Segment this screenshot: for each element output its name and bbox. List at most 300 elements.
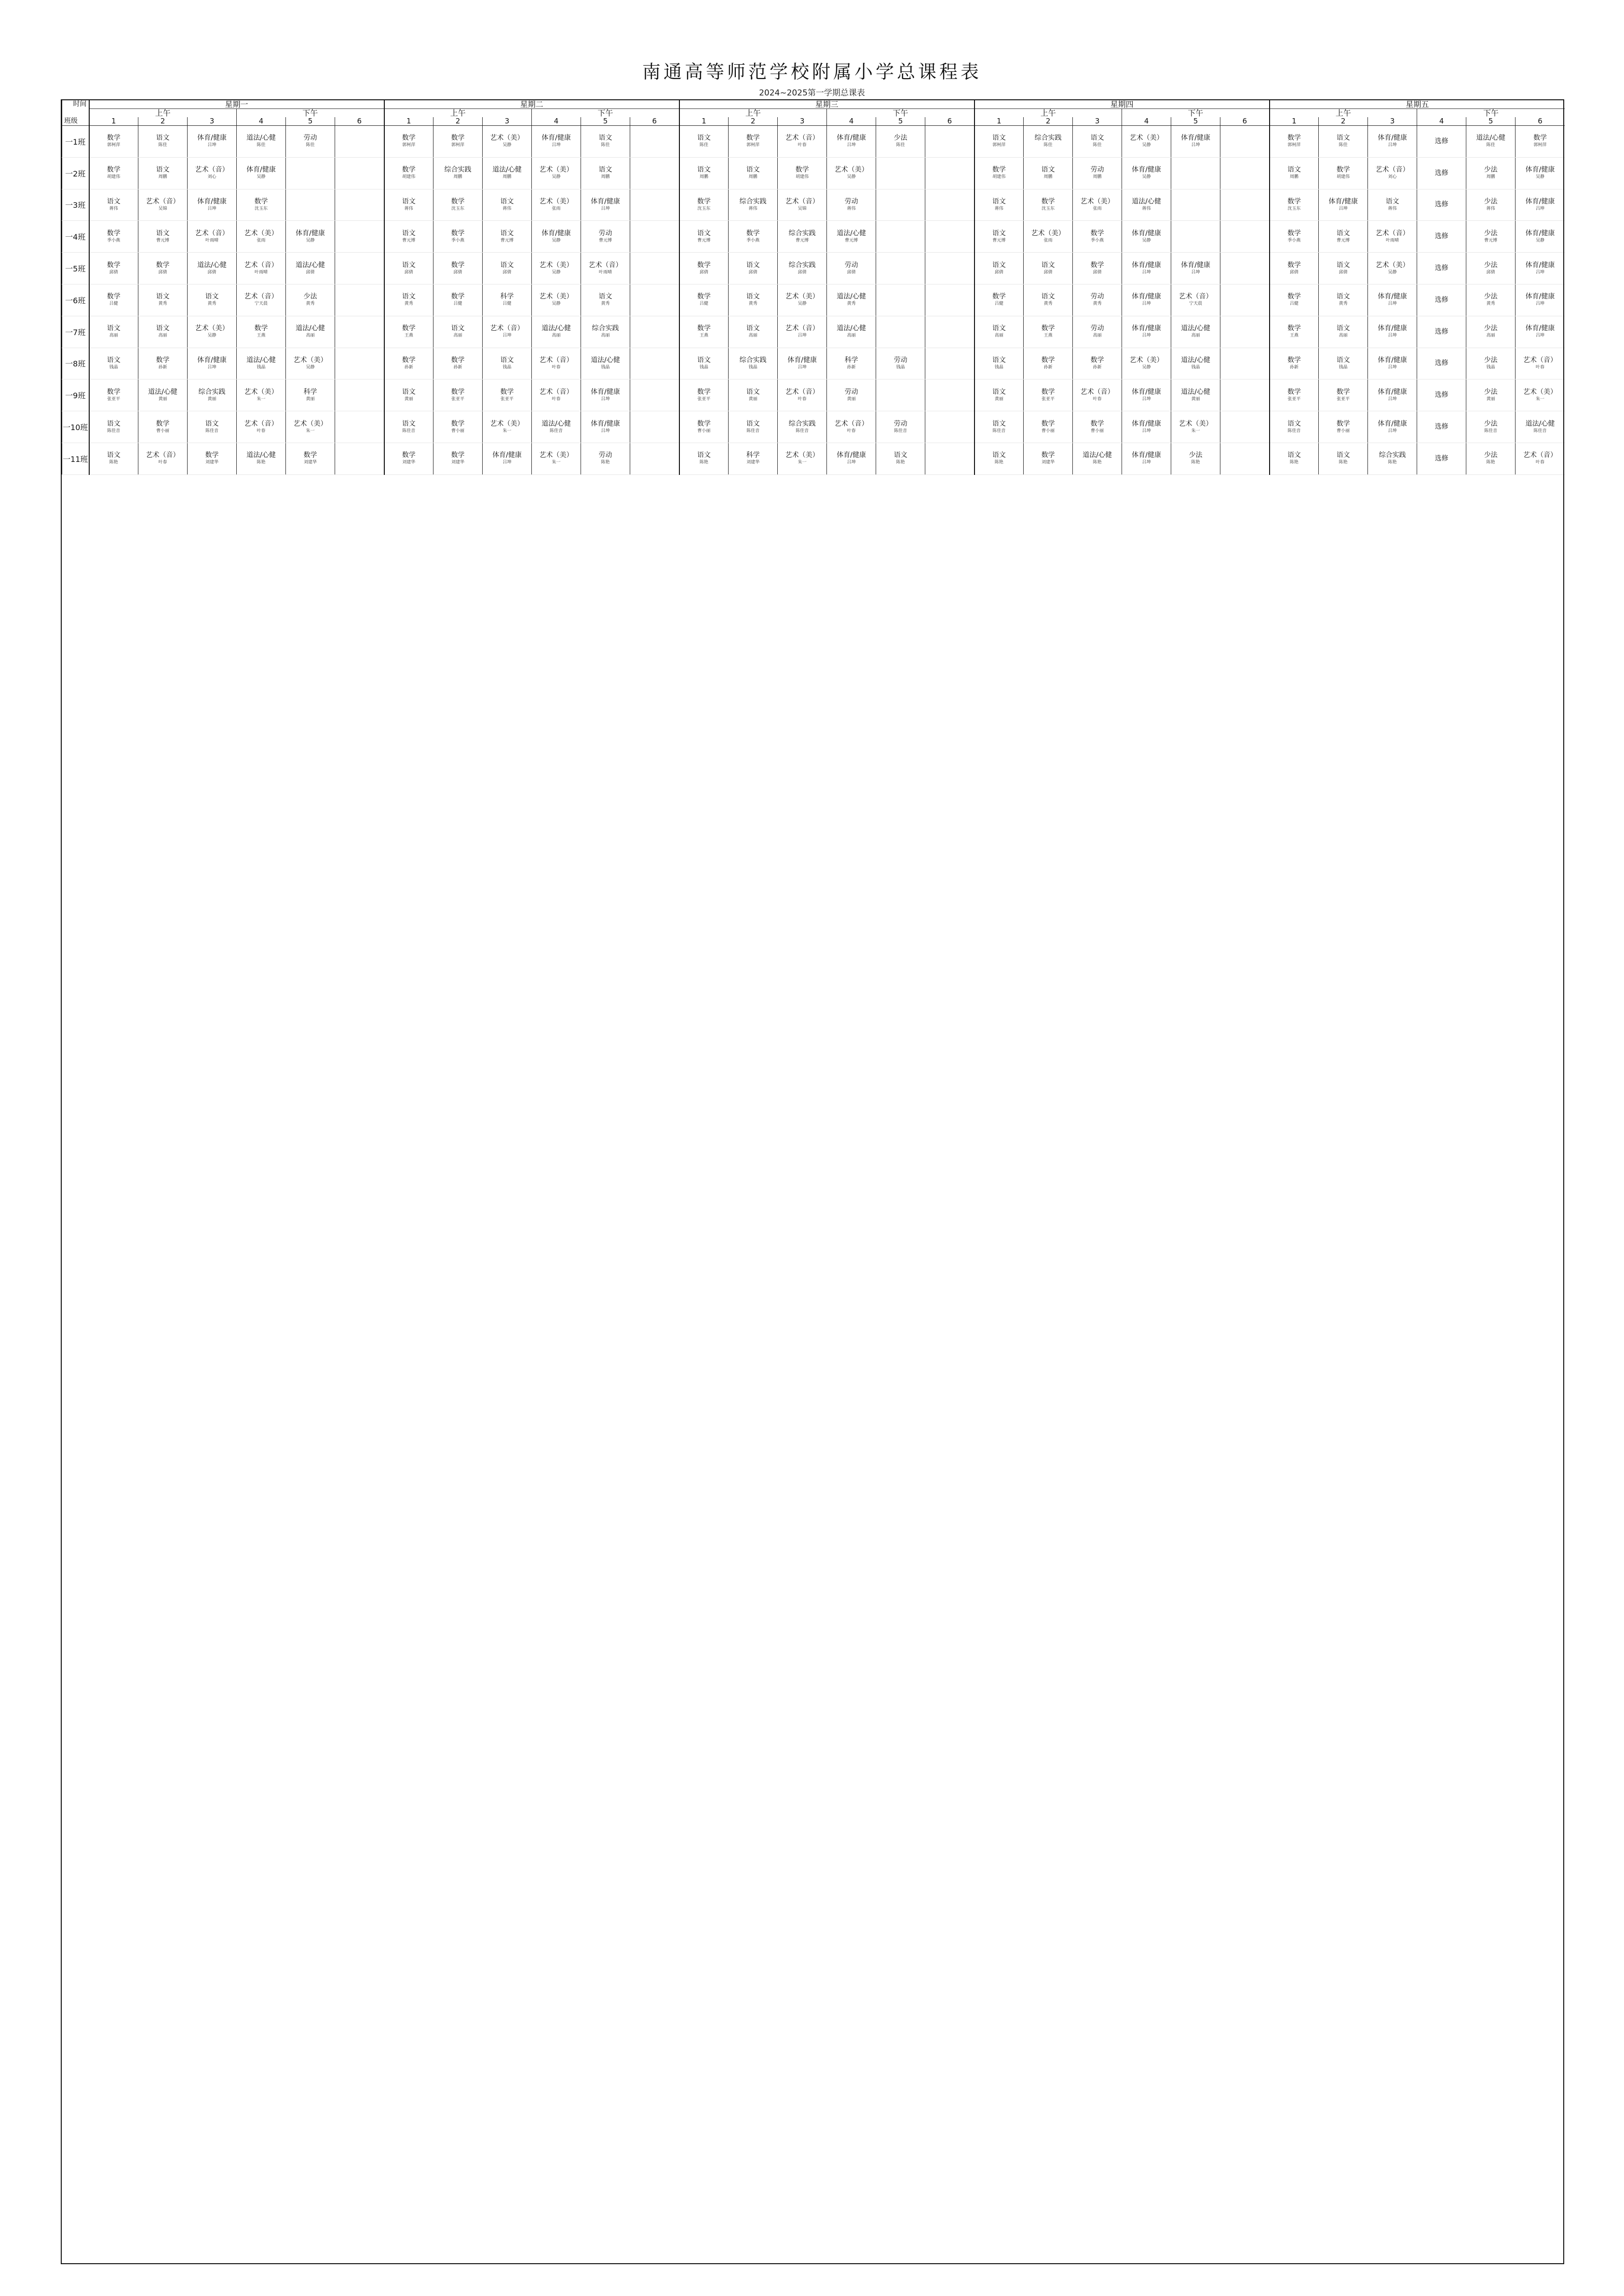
- lesson-cell: [1466, 411, 1516, 443]
- table-row: [62, 126, 1565, 158]
- lesson: [778, 316, 826, 348]
- lesson-subject: 数学: [303, 451, 317, 459]
- am-header: 上午: [679, 109, 827, 118]
- lesson: [1122, 443, 1171, 474]
- lesson-cell: [335, 221, 384, 253]
- lesson-cell: [188, 379, 237, 411]
- lesson-teacher: 郭柯萍: [451, 143, 465, 148]
- lesson-teacher: 吕坤: [798, 333, 807, 338]
- lesson-subject: 艺术（音）: [588, 261, 623, 269]
- lesson-subject: 数学: [1287, 197, 1301, 205]
- lesson: [335, 189, 384, 221]
- lesson-teacher: 张亚平: [501, 396, 514, 402]
- lesson: [1270, 284, 1319, 316]
- lesson-cell: [1171, 253, 1220, 284]
- lesson-teacher: 高丽: [994, 333, 1003, 338]
- lesson: [1319, 189, 1367, 221]
- lesson-cell: [532, 189, 581, 221]
- lesson-subject: 劳动: [1090, 324, 1104, 333]
- lesson-teacher: 邱倩: [109, 270, 118, 275]
- lesson-subject: 数学: [451, 229, 465, 237]
- lesson-teacher: 高丽: [847, 333, 856, 338]
- lesson-cell: [1122, 284, 1171, 316]
- lesson-cell: [778, 221, 827, 253]
- lesson-teacher: 钱晶: [699, 365, 708, 370]
- period-number: 1: [384, 117, 433, 126]
- lesson: [1466, 443, 1515, 474]
- lesson-cell: [433, 316, 483, 348]
- lesson-teacher: 钱晶: [994, 365, 1003, 370]
- lesson-cell: [679, 379, 729, 411]
- lesson-cell: [286, 221, 335, 253]
- lesson-cell: [729, 253, 778, 284]
- lesson-cell: [1073, 348, 1122, 379]
- lesson-cell: [433, 379, 483, 411]
- lesson-subject: 劳动: [598, 229, 612, 237]
- lesson: [1368, 253, 1417, 284]
- period-number: 2: [138, 117, 188, 126]
- lesson: [925, 443, 974, 474]
- lesson-cell: [384, 348, 433, 379]
- lesson: [1516, 316, 1565, 348]
- table-row: [62, 348, 1565, 379]
- lesson-cell: [89, 316, 138, 348]
- lesson-subject: 艺术（音）: [834, 419, 868, 428]
- lesson-teacher: 吴静: [1142, 365, 1151, 370]
- lesson: [385, 411, 433, 443]
- lesson-teacher: 孙新: [404, 365, 413, 370]
- lesson-subject: 科学: [746, 451, 760, 459]
- lesson-subject: 语文: [205, 293, 219, 301]
- lesson: [90, 316, 138, 348]
- lesson-teacher: 张亚平: [1287, 396, 1301, 402]
- lesson-teacher: 周鹏: [601, 175, 610, 180]
- lesson: [286, 379, 335, 411]
- lesson-teacher: 吴静: [207, 333, 217, 338]
- lesson-teacher: 钱晶: [257, 365, 266, 370]
- lesson-teacher: 邱倩: [748, 270, 758, 275]
- lesson-subject: 艺术（美）: [1523, 388, 1557, 396]
- lesson: [1270, 348, 1319, 379]
- table-row: [62, 284, 1565, 316]
- lesson-teacher: 钱晶: [601, 365, 610, 370]
- lesson-cell: [433, 253, 483, 284]
- lesson-cell: [1516, 157, 1565, 189]
- lesson-cell: [335, 443, 384, 474]
- lesson-teacher: 陈艳: [896, 460, 905, 465]
- lesson-subject: 数学: [1090, 419, 1104, 428]
- lesson: [630, 348, 679, 379]
- lesson: [1417, 158, 1466, 189]
- lesson-teacher: 吕健: [1289, 301, 1299, 307]
- lesson-subject: 语文: [1336, 134, 1350, 142]
- lesson-teacher: 曹元博: [599, 238, 612, 243]
- lesson-cell: [1220, 316, 1270, 348]
- lesson-cell: [532, 126, 581, 158]
- lesson-cell: [384, 284, 433, 316]
- lesson: [1073, 126, 1122, 157]
- lesson-subject: 数学: [107, 261, 121, 269]
- lesson-teacher: 吕坤: [1535, 270, 1544, 275]
- lesson-subject: 数学: [1336, 388, 1350, 396]
- lesson: [680, 126, 729, 157]
- lesson-cell: [581, 126, 630, 158]
- lesson-teacher: 张雨: [1043, 238, 1053, 243]
- lesson-teacher: 吴静: [552, 301, 561, 307]
- lesson: [138, 158, 187, 189]
- lesson: [1220, 253, 1269, 284]
- lesson: [90, 411, 138, 443]
- lesson-cell: [1516, 126, 1565, 158]
- lesson: [876, 284, 925, 316]
- lesson-subject: 艺术（美）: [490, 134, 524, 142]
- lesson-subject: 数学: [402, 451, 416, 459]
- lesson-subject: 体育/健康: [591, 388, 620, 396]
- lesson-cell: [1073, 253, 1122, 284]
- lesson: [975, 316, 1024, 348]
- lesson-subject: 数学: [697, 324, 711, 333]
- period-number: 5: [286, 117, 335, 126]
- lesson-subject: 选修: [1435, 232, 1448, 241]
- lesson: [90, 443, 138, 474]
- lesson-cell: [1220, 443, 1270, 474]
- lesson: [680, 316, 729, 348]
- lesson-teacher: 季小燕: [746, 238, 760, 243]
- lesson-teacher: 曹小丽: [1337, 428, 1350, 433]
- lesson-subject: 综合实践: [592, 324, 619, 333]
- class-name: 一7班: [62, 316, 89, 348]
- lesson: [1270, 316, 1319, 348]
- lesson-teacher: 张亚平: [451, 396, 465, 402]
- lesson-teacher: 孙新: [1289, 365, 1299, 370]
- period-number: 1: [974, 117, 1024, 126]
- lesson-cell: [729, 284, 778, 316]
- lesson-subject: 语文: [1090, 134, 1104, 142]
- lesson: [729, 411, 777, 443]
- lesson-subject: 语文: [107, 356, 121, 364]
- lesson-subject: 体育/健康: [1132, 166, 1161, 174]
- lesson-subject: 少法: [1484, 451, 1498, 459]
- lesson-teacher: 蒋伟: [502, 206, 512, 211]
- lesson-cell: [138, 189, 188, 221]
- lesson-teacher: 吕健: [109, 301, 118, 307]
- lesson-teacher: 陈艳: [1339, 460, 1348, 465]
- lesson-cell: [1122, 411, 1171, 443]
- lesson-cell: [188, 126, 237, 158]
- lesson-teacher: 吴静: [552, 270, 561, 275]
- lesson-teacher: 吕坤: [1142, 428, 1151, 433]
- lesson-teacher: 叶春: [1535, 460, 1544, 465]
- lesson-subject: 体育/健康: [1378, 134, 1407, 142]
- lesson-teacher: 胡建伟: [1337, 175, 1350, 180]
- lesson-cell: [778, 189, 827, 221]
- lesson-subject: 道法/心健: [1181, 356, 1210, 364]
- lesson: [335, 158, 384, 189]
- lesson-subject: 语文: [107, 197, 121, 205]
- lesson-subject: 语文: [402, 388, 416, 396]
- lesson: [975, 221, 1024, 252]
- lesson: [1122, 379, 1171, 411]
- lesson-subject: 数学: [1041, 197, 1055, 205]
- lesson-cell: [1270, 284, 1319, 316]
- lesson-cell: [827, 316, 876, 348]
- lesson: [385, 189, 433, 221]
- lesson: [1122, 348, 1171, 379]
- lesson-cell: [237, 189, 286, 221]
- lesson-cell: [1417, 126, 1466, 158]
- lesson-teacher: 刘心: [207, 175, 217, 180]
- lesson-teacher: 陈佳音: [1533, 428, 1547, 433]
- lesson-cell: [974, 253, 1024, 284]
- lesson-subject: 数学: [1090, 261, 1104, 269]
- lesson: [335, 379, 384, 411]
- lesson-cell: [1319, 284, 1368, 316]
- lesson: [1319, 348, 1367, 379]
- lesson-subject: 数学: [1336, 166, 1350, 174]
- lesson-subject: 语文: [746, 166, 760, 174]
- lesson-cell: [384, 126, 433, 158]
- lesson-teacher: 吴静: [502, 143, 512, 148]
- lesson-cell: [630, 443, 679, 474]
- lesson-subject: 劳动: [598, 451, 612, 459]
- lesson-subject: 语文: [746, 419, 760, 428]
- table-row: [62, 379, 1565, 411]
- lesson-cell: [1417, 443, 1466, 474]
- lesson-teacher: 朱一: [1535, 396, 1544, 402]
- lesson-cell: [532, 348, 581, 379]
- lesson-cell: [433, 189, 483, 221]
- lesson-cell: [1417, 221, 1466, 253]
- lesson-cell: [1171, 348, 1220, 379]
- lesson-teacher: 季小燕: [451, 238, 465, 243]
- lesson-subject: 语文: [992, 356, 1006, 364]
- lesson-teacher: 周鹏: [1486, 175, 1495, 180]
- lesson-cell: [138, 157, 188, 189]
- period-number: 6: [630, 117, 679, 126]
- lesson-cell: [1122, 348, 1171, 379]
- page-subtitle: 2024~2025第一学期总课表: [759, 88, 865, 98]
- lesson-subject: 体育/健康: [296, 229, 325, 237]
- lesson: [237, 379, 285, 411]
- lesson-teacher: 黄秀: [404, 301, 413, 307]
- lesson-cell: [876, 411, 925, 443]
- lesson: [778, 189, 826, 221]
- lesson: [1024, 221, 1072, 252]
- class-name: 一6班: [62, 284, 89, 316]
- lesson-cell: [679, 284, 729, 316]
- period-number: 2: [729, 117, 778, 126]
- lesson: [1171, 284, 1220, 316]
- lesson: [1466, 253, 1515, 284]
- lesson-cell: [335, 284, 384, 316]
- lesson-cell: [679, 348, 729, 379]
- lesson-teacher: 陈佳音: [992, 428, 1006, 433]
- lesson-subject: 语文: [992, 419, 1006, 428]
- lesson-cell: [237, 379, 286, 411]
- lesson: [925, 411, 974, 443]
- lesson-subject: 体育/健康: [1525, 324, 1555, 333]
- lesson: [1220, 126, 1269, 157]
- lesson-teacher: 吕坤: [502, 333, 512, 338]
- lesson: [1024, 379, 1072, 411]
- lesson: [483, 316, 531, 348]
- lesson-subject: 艺术（音）: [1375, 166, 1409, 174]
- lesson-cell: [532, 316, 581, 348]
- lesson-subject: 艺术（音）: [539, 388, 573, 396]
- lesson-cell: [876, 284, 925, 316]
- lesson-subject: 艺术（音）: [146, 451, 180, 459]
- lesson: [483, 221, 531, 252]
- lesson-teacher: 吕坤: [1388, 365, 1397, 370]
- lesson: [433, 348, 482, 379]
- lesson-teacher: 陈佳音: [894, 428, 907, 433]
- lesson-subject: 数学: [107, 134, 121, 142]
- lesson-teacher: 吕健: [502, 301, 512, 307]
- lesson-subject: 体育/健康: [1378, 388, 1407, 396]
- lesson: [1024, 316, 1072, 348]
- lesson: [1368, 443, 1417, 474]
- lesson-subject: 道法/心健: [246, 356, 276, 364]
- lesson-cell: [925, 379, 974, 411]
- lesson-cell: [1220, 348, 1270, 379]
- lesson-subject: 道法/心健: [1476, 134, 1506, 142]
- lesson-cell: [433, 157, 483, 189]
- lesson-cell: [1368, 189, 1417, 221]
- lesson-teacher: 吕坤: [1535, 206, 1544, 211]
- lesson-subject: 数学: [1533, 134, 1547, 142]
- lesson-cell: [1270, 348, 1319, 379]
- lesson-teacher: 邱倩: [1289, 270, 1299, 275]
- lesson-subject: 数学: [402, 324, 416, 333]
- lesson-subject: 艺术（美）: [244, 388, 278, 396]
- period-number: 4: [1122, 117, 1171, 126]
- lesson-teacher: 吕健: [994, 301, 1003, 307]
- lesson: [1516, 221, 1565, 252]
- lesson: [237, 316, 285, 348]
- class-name: 一2班: [62, 157, 89, 189]
- lesson-teacher: 吕坤: [552, 143, 561, 148]
- lesson-cell: [1024, 253, 1073, 284]
- lesson-cell: [188, 284, 237, 316]
- lesson-cell: [1516, 189, 1565, 221]
- lesson: [925, 253, 974, 284]
- lesson-cell: [778, 379, 827, 411]
- lesson-cell: [876, 253, 925, 284]
- lesson-teacher: 吕坤: [1142, 270, 1151, 275]
- lesson-subject: 体育/健康: [1378, 293, 1407, 301]
- lesson-cell: [1319, 443, 1368, 474]
- lesson-teacher: 陈佳: [1093, 143, 1102, 148]
- lesson-teacher: 吕健: [699, 301, 708, 307]
- lesson-cell: [1368, 379, 1417, 411]
- lesson-subject: 数学: [1287, 324, 1301, 333]
- lesson-subject: 体育/健康: [1132, 451, 1161, 459]
- lesson: [925, 379, 974, 411]
- lesson-subject: 少法: [1484, 166, 1498, 174]
- lesson: [630, 379, 679, 411]
- lesson-subject: 体育/健康: [492, 451, 522, 459]
- lesson-cell: [679, 221, 729, 253]
- lesson-teacher: 吕坤: [1388, 333, 1397, 338]
- lesson-cell: [335, 253, 384, 284]
- lesson: [385, 348, 433, 379]
- lesson: [680, 411, 729, 443]
- lesson-teacher: 吕坤: [798, 365, 807, 370]
- pm-header: 下午: [532, 109, 679, 118]
- lesson-subject: 少法: [1484, 388, 1498, 396]
- class-name: 一1班: [62, 126, 89, 158]
- lesson: [1516, 126, 1565, 157]
- lesson-cell: [1024, 411, 1073, 443]
- lesson-subject: 语文: [893, 451, 907, 459]
- lesson-cell: [1220, 411, 1270, 443]
- lesson-subject: 综合实践: [444, 166, 472, 174]
- lesson-subject: 语文: [1287, 419, 1301, 428]
- lesson: [729, 189, 777, 221]
- lesson-teacher: 吴静: [1142, 238, 1151, 243]
- lesson-cell: [1171, 221, 1220, 253]
- lesson-cell: [630, 348, 679, 379]
- lesson-cell: [1368, 253, 1417, 284]
- lesson-subject: 语文: [992, 134, 1006, 142]
- lesson-cell: [188, 316, 237, 348]
- lesson-teacher: 王燕: [257, 333, 266, 338]
- lesson-subject: 劳动: [303, 134, 317, 142]
- lesson-cell: [729, 157, 778, 189]
- am-header: 上午: [1270, 109, 1417, 118]
- lesson-teacher: 周鹏: [1043, 175, 1053, 180]
- lesson-subject: 数学: [451, 293, 465, 301]
- lesson-teacher: 吕坤: [1142, 333, 1151, 338]
- lesson-teacher: 周鹏: [502, 175, 512, 180]
- lesson: [483, 158, 531, 189]
- lesson-teacher: 钱晶: [1339, 365, 1348, 370]
- lesson-teacher: 吕坤: [1388, 301, 1397, 307]
- lesson-subject: 少法: [1484, 419, 1498, 428]
- lesson: [827, 348, 876, 379]
- lesson-cell: [433, 284, 483, 316]
- lesson-teacher: 陈佳音: [796, 428, 809, 433]
- lesson-subject: 艺术（美）: [539, 293, 573, 301]
- lesson: [385, 379, 433, 411]
- lesson-teacher: 吕坤: [847, 143, 856, 148]
- lesson-teacher: 刘建华: [1042, 460, 1055, 465]
- lesson-teacher: 郭柯萍: [1287, 143, 1301, 148]
- lesson-subject: 数学: [451, 134, 465, 142]
- lesson-subject: 艺术（美）: [1129, 134, 1164, 142]
- lesson-subject: 道法/心健: [837, 293, 866, 301]
- lesson-cell: [1024, 379, 1073, 411]
- lesson-subject: 艺术（美）: [490, 419, 524, 428]
- lesson-teacher: 陈艳: [1093, 460, 1102, 465]
- lesson: [778, 443, 826, 474]
- lesson: [433, 284, 482, 316]
- lesson-teacher: 吕坤: [1191, 143, 1200, 148]
- lesson: [90, 253, 138, 284]
- lesson-subject: 语文: [500, 197, 514, 205]
- lesson: [1319, 158, 1367, 189]
- lesson-teacher: 胡建伟: [402, 175, 416, 180]
- lesson: [729, 126, 777, 157]
- lesson: [778, 221, 826, 252]
- lesson-cell: [974, 189, 1024, 221]
- lesson-teacher: 钱晶: [748, 365, 758, 370]
- lesson-teacher: 刘建华: [746, 460, 760, 465]
- lesson: [925, 158, 974, 189]
- lesson-subject: 语文: [746, 293, 760, 301]
- lesson-teacher: 吕健: [453, 301, 462, 307]
- lesson-subject: 数学: [697, 419, 711, 428]
